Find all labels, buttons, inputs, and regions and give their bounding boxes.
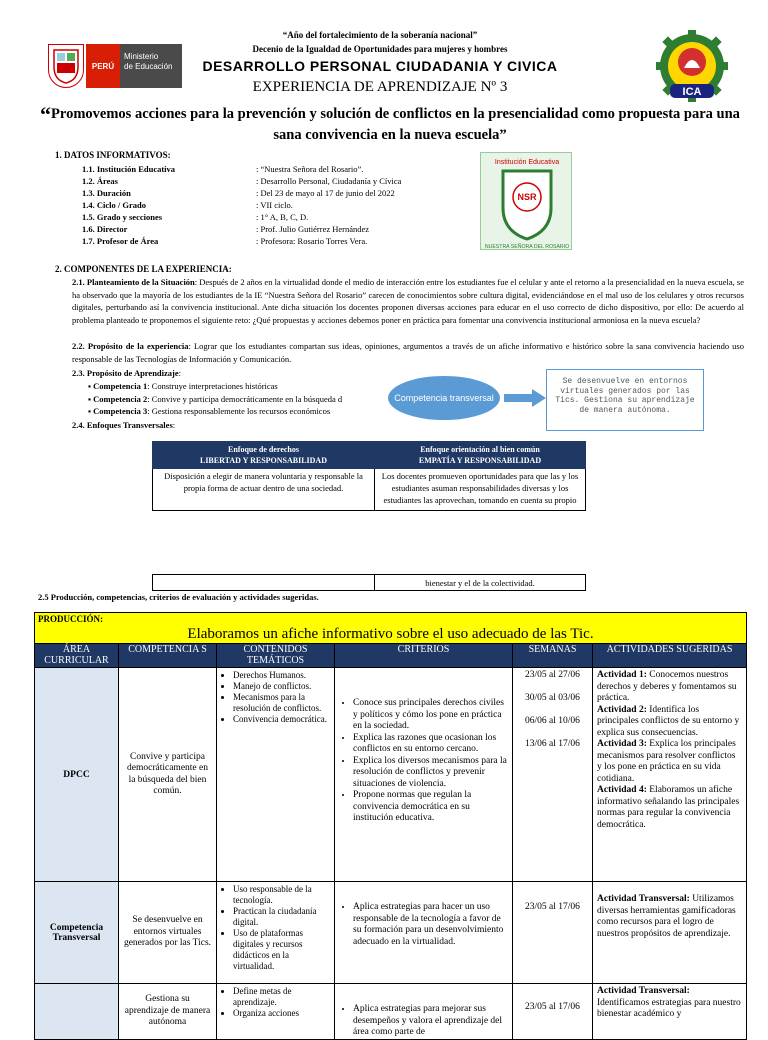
proposito-aprendizaje-colon: : xyxy=(178,368,182,378)
semanas-cell xyxy=(513,668,593,882)
competencia-transversal-box: Se desenvuelve en entornos virtuales generados por las Tics. Gestiona su aprendizaje de manera autónoma. xyxy=(546,369,704,431)
enfoques-transversales xyxy=(72,419,175,432)
datos-title: 1. DATOS INFORMATIVOS: xyxy=(55,150,171,160)
area-cell xyxy=(35,984,119,1040)
proposito-aprendizaje-label: 2.3. Propósito de Aprendizaje xyxy=(72,368,179,378)
actividad-item xyxy=(597,986,742,1021)
criterios-list xyxy=(339,698,508,825)
column-header: ACTIVIDADES SUGERIDAS xyxy=(593,644,747,668)
datos-row-value: : Prof. Julio Gutiérrez Hernández xyxy=(256,224,370,234)
bullet-icon: ▪ xyxy=(88,381,94,391)
actividad-label: Actividad 3: xyxy=(597,739,647,749)
produccion-title: Elaboramos un afiche informativo sobre el uso adecuado de las Tic. xyxy=(187,626,594,642)
table-row xyxy=(35,882,747,984)
produccion-label: PRODUCCIÓN: xyxy=(38,614,103,624)
actividad-label: Actividad 1: xyxy=(597,670,647,680)
semana-item: 23/05 al 27/06 xyxy=(525,670,580,680)
contenidos-cell xyxy=(217,882,335,984)
proposito-experiencia-text: : Lograr que los estudiantes compartan sus ideas, opiniones, argumentos a través de un afiche informativo e histórico sobre la sana convivencia haciendo uso responsable de las Tecnologías de Información y Comunicación. xyxy=(72,341,744,364)
datos-row-value: : Desarrollo Personal, Ciudadanía y Cívica xyxy=(256,176,402,186)
semanas-cell xyxy=(513,882,593,984)
logo-nsr-bottom: NUESTRA SEÑORA DEL ROSARIO xyxy=(484,244,570,250)
contenido-item: • Define metas de aprendizaje. xyxy=(233,986,332,1008)
competencia-label: Competencia 3 xyxy=(93,406,148,416)
logo-nsr-center: NSR xyxy=(517,192,537,202)
criterio-item: • Aplica estrategias para hacer un uso responsable de la tecnología a favor de su formación para un desenvolvimiento adecuado en la virtualidad. xyxy=(353,902,508,948)
contenido-item: • Uso de plataformas digitales y recursos didácticos en la virtualidad. xyxy=(233,928,332,972)
contenidos-list xyxy=(219,986,332,1019)
semana-item: 23/05 al 17/06 xyxy=(525,1002,580,1012)
enfoque-derechos-header xyxy=(153,442,375,469)
enfoque-derechos-values: LIBERTAD Y RESPONSABILIDAD xyxy=(199,456,327,465)
actividad-item xyxy=(597,894,742,940)
actividad-text: Identificamos estrategias para nuestro bienestar académico y xyxy=(597,997,741,1019)
proposito-aprendizaje xyxy=(72,367,181,380)
table-row xyxy=(35,984,747,1040)
actividad-item xyxy=(597,705,742,740)
competencia-cell: Convive y participa democráticamente en la búsqueda del bien común. xyxy=(119,668,217,882)
datos-row-label: 1.5. Grado y secciones xyxy=(82,212,163,222)
actividades-cell xyxy=(593,668,747,882)
actividad-item xyxy=(597,670,742,705)
experience-title: EXPERIENCIA DE APRENDIZAJE Nº 3 xyxy=(252,79,508,95)
contenidos-list xyxy=(219,884,332,972)
contenido-item: • Organiza acciones xyxy=(233,1008,332,1019)
contenido-item: • Derechos Humanos. xyxy=(233,670,332,681)
planteamiento-text: : Después de 2 años en la virtualidad donde el medio de interacción entre los estudiantes fue el celular y ante el retorno a la presencialidad en la nueva escuela, se ha observado que la mayoría de los estudiantes de la IE “Nuestra Señora del Rosario” carecen de conocimientos sobre cultura digital, evidenciándose en el mal uso de los celulares y otros recursos digitales, perturbando así la convivencia institucional. Ante dicha situación los docentes proponen diversas acciones para educar en el uso correcto de dicho dispositivo, por ello: De acuerdo al problema planteado te proponemos el siguiente reto: ¿Qué propuestas y acciones debemos poner en práctica para fomentar una convivencia institucional armoniosa en la nueva escuela? xyxy=(72,277,744,325)
semana-item: 23/05 al 17/06 xyxy=(525,902,580,912)
datos-row xyxy=(82,175,482,187)
enfoques-table-continued xyxy=(152,574,586,591)
actividades-cell xyxy=(593,882,747,984)
componentes-title: 2. COMPONENTES DE LA EXPERIENCIA: xyxy=(55,264,232,274)
logo-nsr xyxy=(480,152,572,250)
criterios-cell xyxy=(335,668,513,882)
semana-item: 06/06 al 10/06 xyxy=(525,716,580,726)
datos-row-label: 1.7. Profesor de Área xyxy=(82,236,159,246)
table-header-row xyxy=(35,644,747,668)
competencia-label: Competencia 2 xyxy=(93,393,148,404)
competencia-text: : Convive y participa democráticamente en la búsqueda d xyxy=(147,393,343,404)
datos-row-value: : “Nuestra Señora del Rosario”. xyxy=(256,164,364,174)
enfoque-bien-comun-name: Enfoque orientación al bien común xyxy=(420,445,540,454)
column-header: CRITERIOS xyxy=(335,644,513,668)
logo-ministry-line2: de Educación xyxy=(124,62,173,71)
column-header: CONTENIDOS TEMÁTICOS xyxy=(217,644,335,668)
criterio-item: • Conoce sus principales derechos civiles y políticos y cómo los pone en práctica en la sociedad. xyxy=(353,698,508,733)
enfoque-bien-comun-values: EMPATÍA Y RESPONSABILIDAD xyxy=(418,456,542,465)
area-cell: Competencia Transversal xyxy=(35,882,119,984)
planteamiento xyxy=(72,276,744,326)
area-cell: DPCC xyxy=(35,668,119,882)
criterios-cell xyxy=(335,882,513,984)
contenido-item: • Manejo de conflictos. xyxy=(233,681,332,692)
table-row xyxy=(35,668,747,882)
competencia-cell: Se desenvuelve en entornos virtuales generados por las Tics. xyxy=(119,882,217,984)
criterio-item: • Propone normas que regulan la convivencia democrática en su institución educativa. xyxy=(353,790,508,825)
logo-nsr-top: Institución Educativa xyxy=(494,159,560,166)
actividad-item xyxy=(597,785,742,831)
planteamiento-label: 2.1. Planteamiento de la Situación xyxy=(72,277,195,287)
competencia-cell: Gestiona su aprendizaje de manera autónoma xyxy=(119,984,217,1040)
contenidos-cell xyxy=(217,984,335,1040)
proposito-experiencia xyxy=(72,340,744,365)
datos-row xyxy=(82,211,482,223)
column-header: COMPETENCIA S xyxy=(119,644,217,668)
actividad-text: Utilizamos diversas herramientas gamificadoras como recursos para el logro de nuestros propósitos de aprendizaje. xyxy=(597,894,736,939)
datos-row-label: 1.4. Ciclo / Grado xyxy=(82,200,146,210)
bullet-icon: ▪ xyxy=(88,406,94,416)
datos-row-label: 1.1. Institución Educativa xyxy=(82,164,176,174)
datos-row-value: : 1° A, B, C, D. xyxy=(256,212,309,222)
enfoque-derechos-empty xyxy=(153,575,375,591)
course-title: DESARROLLO PERSONAL CIUDADANIA Y CIVICA xyxy=(202,58,558,74)
semanas-cell xyxy=(513,984,593,1040)
contenido-item: • Convivencia democrática. xyxy=(233,714,332,725)
actividad-item xyxy=(597,739,742,785)
enfoque-derechos-text: Disposición a elegir de manera voluntaria y responsable la propia forma de actuar dentro de una sociedad. xyxy=(153,469,375,511)
enfoques-table xyxy=(152,441,586,511)
actividad-label: Actividad Transversal: xyxy=(597,986,690,996)
column-header: SEMANAS xyxy=(513,644,593,668)
actividad-label: Actividad 2: xyxy=(597,704,647,715)
competencia-label: Competencia 1 xyxy=(93,381,148,391)
section-2-5-title: 2.5 Producción, competencias, criterios de evaluación y actividades sugeridas. xyxy=(38,592,319,602)
criterio-item: • Explica los diversos mecanismos para la resolución de conflictos y prevenir situaciones de violencia. xyxy=(353,756,508,791)
datos-list xyxy=(82,163,482,247)
competencia-item xyxy=(88,405,388,418)
competencia-text: : Gestiona responsablemente los recursos económicos xyxy=(147,406,331,416)
semana-item: 30/05 al 03/06 xyxy=(525,693,580,703)
produccion-table xyxy=(34,612,747,1040)
shield-icon xyxy=(48,44,84,88)
actividad-text: Identifica los principales conflictos de su entorno y explica sus consecuencias. xyxy=(597,704,740,738)
column-header: ÁREA CURRICULAR xyxy=(35,644,119,668)
actividad-text: Explica los principales mecanismos para resolver conflictos y los pone en práctica en su vida cotidiana. xyxy=(597,739,736,784)
competencia-transversal-oval: Competencia transversal xyxy=(388,376,500,420)
semana-item: 13/06 al 17/06 xyxy=(525,739,580,749)
decade-name: Decenio de la Igualdad de Oportunidades para mujeres y hombres xyxy=(252,44,508,54)
datos-row xyxy=(82,223,482,235)
bullet-icon: ▪ xyxy=(88,393,94,404)
contenidos-cell xyxy=(217,668,335,882)
competencia-item xyxy=(88,393,388,406)
proposito-experiencia-label: 2.2. Propósito de la experiencia xyxy=(72,341,189,351)
competencia-item xyxy=(88,380,388,393)
competencias-list xyxy=(88,380,388,418)
actividad-label: Actividad Transversal: xyxy=(597,894,690,904)
datos-row-value: : Profesora: Rosario Torres Vera. xyxy=(256,236,368,246)
logo-ica-text: ICA xyxy=(682,86,702,98)
actividad-text: Elaboramos un afiche informativo señalando las principales normas para regular la convivencia democrática. xyxy=(597,785,740,830)
datos-row-label: 1.3. Duración xyxy=(82,188,131,198)
datos-row xyxy=(82,187,482,199)
contenido-item: • Uso responsable de la tecnología. xyxy=(233,884,332,906)
actividad-text: Conocemos nuestros derechos y deberes y fomentamos su práctica. xyxy=(597,670,737,703)
criterios-list xyxy=(339,1004,508,1039)
datos-row xyxy=(82,199,482,211)
criterio-item: • Explica las razones que ocasionan los conflictos en su entorno cercano. xyxy=(353,733,508,756)
lema-title xyxy=(40,104,740,146)
logo-ministry-line1: Ministerio xyxy=(124,52,159,61)
criterio-item: • Aplica estrategias para mejorar sus desempeños y valora el aprendizaje del área como parte de xyxy=(353,1004,508,1039)
contenidos-list xyxy=(219,670,332,725)
datos-row-value: : Del 23 de mayo al 17 de junio del 2022 xyxy=(256,188,395,198)
enfoque-bien-comun-text: Los docentes promueven oportunidades para que las y los estudiantes asuman responsabilidades diversas y los estudiantes las aprovechan, tomando en cuenta su propio xyxy=(375,469,586,511)
actividades-cell xyxy=(593,984,747,1040)
logo-peru-label: PERÚ xyxy=(86,44,120,88)
lema-text: Promovemos acciones para la prevención y solución de conflictos en la presencialidad como propuesta para una sana convivencia en la nueva escuela xyxy=(51,106,740,143)
year-name: “Año del fortalecimiento de la soberanía nacional” xyxy=(282,30,478,40)
criterios-list xyxy=(339,902,508,948)
enfoque-derechos-name: Enfoque de derechos xyxy=(228,445,299,454)
datos-row xyxy=(82,163,482,175)
arrow-right-icon xyxy=(504,389,546,407)
datos-row-label: 1.6. Director xyxy=(82,224,128,234)
datos-row xyxy=(82,235,482,247)
produccion-cell xyxy=(35,613,747,644)
logo-ugel-ica xyxy=(650,28,734,108)
contenido-item: • Mecanismos para la resolución de conflictos. xyxy=(233,692,332,714)
competencia-text: : Construye interpretaciones históricas xyxy=(147,381,278,391)
contenido-item: • Practican la ciudadanía digital. xyxy=(233,906,332,928)
enfoques-transversales-colon: : xyxy=(172,420,176,430)
enfoques-transversales-label: 2.4. Enfoques Transversales xyxy=(72,420,173,430)
datos-row-label: 1.2. Áreas xyxy=(82,176,118,186)
lema-close-quote: ” xyxy=(499,127,507,143)
enfoque-bien-comun-header xyxy=(375,442,586,469)
actividad-label: Actividad 4: xyxy=(597,785,647,795)
criterios-cell xyxy=(335,984,513,1040)
lema-open-quote: “ xyxy=(40,102,52,127)
datos-row-value: : VII ciclo. xyxy=(256,200,293,210)
enfoque-bien-comun-cont: bienestar y el de la colectividad. xyxy=(375,575,586,591)
